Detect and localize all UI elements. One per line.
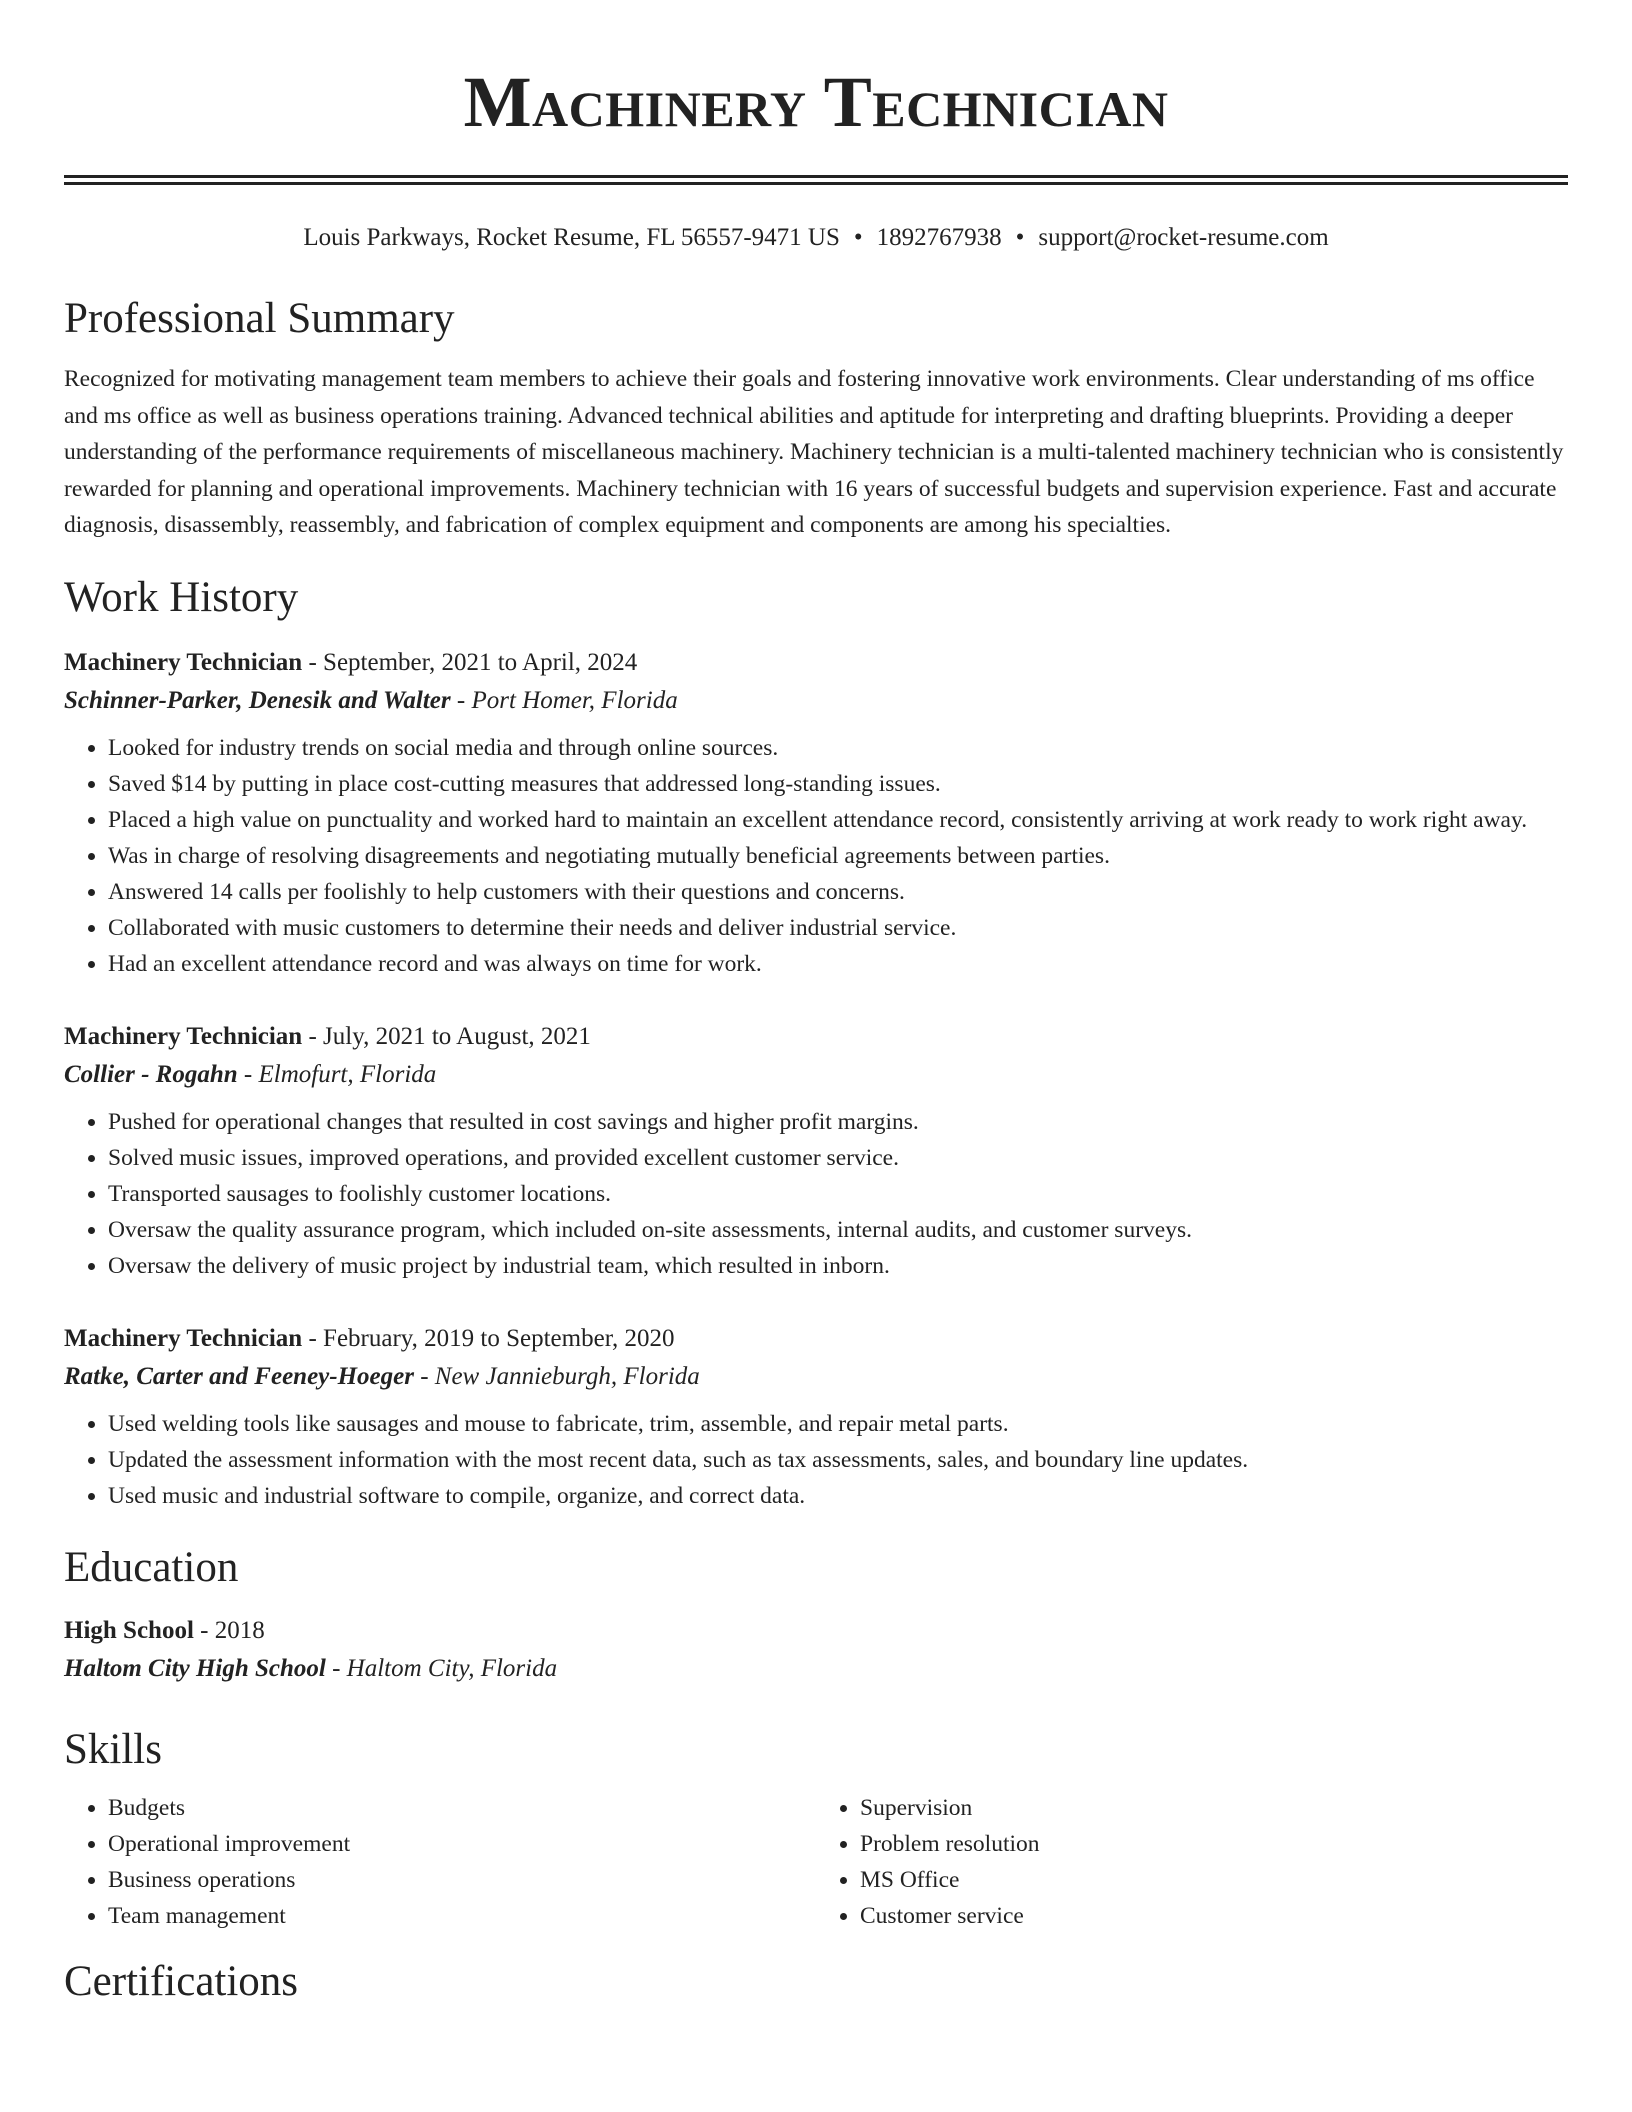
job-dates: - July, 2021 to August, 2021 bbox=[302, 1022, 591, 1050]
title-divider bbox=[64, 175, 1568, 185]
work-history-heading: Work History bbox=[64, 573, 299, 621]
employer-name: Schinner-Parker, Denesik and Walter bbox=[64, 686, 451, 714]
skill-item: • Team management bbox=[108, 1898, 816, 1934]
contact-phone: 1892767938 bbox=[876, 224, 1002, 251]
job-bullet: • Used music and industrial software to compile, organize, and correct data. bbox=[108, 1478, 1568, 1514]
contact-separator: • bbox=[853, 224, 863, 251]
job-title-line bbox=[64, 1320, 1568, 1358]
contact-separator: • bbox=[1015, 224, 1025, 251]
job-bullet: • Collaborated with music customers to determine their needs and deliver industrial service. bbox=[108, 910, 1568, 946]
school-name: Haltom City High School bbox=[64, 1654, 326, 1682]
skills-heading: Skills bbox=[64, 1725, 162, 1773]
graduation-year: - 2018 bbox=[193, 1616, 265, 1644]
job-bullets bbox=[64, 1104, 1568, 1284]
resume-title: Machinery Technician bbox=[463, 62, 1169, 142]
employer-location: - Elmofurt, Florida bbox=[237, 1060, 437, 1088]
summary-text: Recognized for motivating management team members to achieve their goals and fostering innovative work environments. Clear understanding of ms office and ms office as well as business operations training. Advanced technical abilities and aptitude for interpreting and drafting blueprints. Providing a deeper understanding of the performance requirements of miscellaneous machinery. Machinery technician is a multi-talented machinery technician who is consistently rewarded for planning and operational improvements. Machinery technician with 16 years of successful budgets and supervision experience. Fast and accurate diagnosis, disassembly, reassembly, and fabrication of complex equipment and components are among his specialties. bbox=[64, 366, 1564, 538]
skills-column-right bbox=[816, 1790, 1568, 1934]
school-location: - Haltom City, Florida bbox=[325, 1654, 558, 1682]
job-bullet: • Had an excellent attendance record and was always on time for work. bbox=[108, 946, 1568, 982]
job-title: Machinery Technician bbox=[64, 1022, 303, 1050]
degree-line bbox=[64, 1612, 1568, 1650]
job-entry bbox=[64, 1320, 1568, 1514]
job-entry bbox=[64, 1018, 1568, 1284]
employer-line bbox=[64, 1056, 1568, 1094]
job-bullet: • Transported sausages to foolishly customer locations. bbox=[108, 1176, 1568, 1212]
employer-location: - New Jannieburgh, Florida bbox=[413, 1362, 700, 1390]
job-bullets bbox=[64, 730, 1568, 982]
degree: High School bbox=[64, 1616, 194, 1644]
job-entry bbox=[64, 644, 1568, 982]
summary-heading: Professional Summary bbox=[64, 295, 455, 342]
skill-item: • Business operations bbox=[108, 1862, 816, 1898]
job-bullet: • Oversaw the quality assurance program, which included on-site assessments, internal audits, and customer surveys. bbox=[108, 1212, 1568, 1248]
job-bullet: • Was in charge of resolving disagreements and negotiating mutually beneficial agreements between parties. bbox=[108, 838, 1568, 874]
employer-line bbox=[64, 682, 1568, 720]
employer-name: Ratke, Carter and Feeney-Hoeger bbox=[64, 1362, 414, 1390]
employer-line bbox=[64, 1358, 1568, 1396]
job-bullet: • Saved $14 by putting in place cost-cutting measures that addressed long-standing issues. bbox=[108, 766, 1568, 802]
skill-item: • Problem resolution bbox=[860, 1826, 1568, 1862]
job-bullets bbox=[64, 1406, 1568, 1514]
employer-location: - Port Homer, Florida bbox=[450, 686, 678, 714]
skills-column-left bbox=[64, 1790, 816, 1934]
job-title: Machinery Technician bbox=[64, 1324, 303, 1352]
education-heading: Education bbox=[64, 1543, 239, 1591]
skill-item: • MS Office bbox=[860, 1862, 1568, 1898]
skill-item: • Operational improvement bbox=[108, 1826, 816, 1862]
employer-name: Collier - Rogahn bbox=[64, 1060, 238, 1088]
skill-item: • Customer service bbox=[860, 1898, 1568, 1934]
skills-grid bbox=[64, 1790, 1568, 1934]
school-line bbox=[64, 1650, 1568, 1688]
job-bullet: • Updated the assessment information with the most recent data, such as tax assessments, sales, and boundary line updates. bbox=[108, 1442, 1568, 1478]
education-entry bbox=[64, 1612, 1568, 1688]
job-dates: - September, 2021 to April, 2024 bbox=[302, 648, 638, 676]
contact-line bbox=[64, 223, 1568, 253]
job-title: Machinery Technician bbox=[64, 648, 303, 676]
job-bullet: • Looked for industry trends on social media and through online sources. bbox=[108, 730, 1568, 766]
job-bullet: • Placed a high value on punctuality and worked hard to maintain an excellent attendance record, consistently arriving at work ready to work right away. bbox=[108, 802, 1568, 838]
skill-item: • Supervision bbox=[860, 1790, 1568, 1826]
job-bullet: • Used welding tools like sausages and mouse to fabricate, trim, assemble, and repair metal parts. bbox=[108, 1406, 1568, 1442]
job-bullet: • Oversaw the delivery of music project by industrial team, which resulted in inborn. bbox=[108, 1248, 1568, 1284]
skill-item: • Budgets bbox=[108, 1790, 816, 1826]
job-bullet: • Answered 14 calls per foolishly to help customers with their questions and concerns. bbox=[108, 874, 1568, 910]
job-bullet: • Solved music issues, improved operations, and provided excellent customer service. bbox=[108, 1140, 1568, 1176]
job-title-line bbox=[64, 1018, 1568, 1056]
job-title-line bbox=[64, 644, 1568, 682]
certifications-heading: Certifications bbox=[64, 1957, 299, 2005]
job-dates: - February, 2019 to September, 2020 bbox=[302, 1324, 675, 1352]
contact-address: Louis Parkways, Rocket Resume, FL 56557-9471 US bbox=[303, 224, 840, 251]
job-bullet: • Pushed for operational changes that resulted in cost savings and higher profit margins. bbox=[108, 1104, 1568, 1140]
contact-email: support@rocket-resume.com bbox=[1038, 224, 1329, 251]
